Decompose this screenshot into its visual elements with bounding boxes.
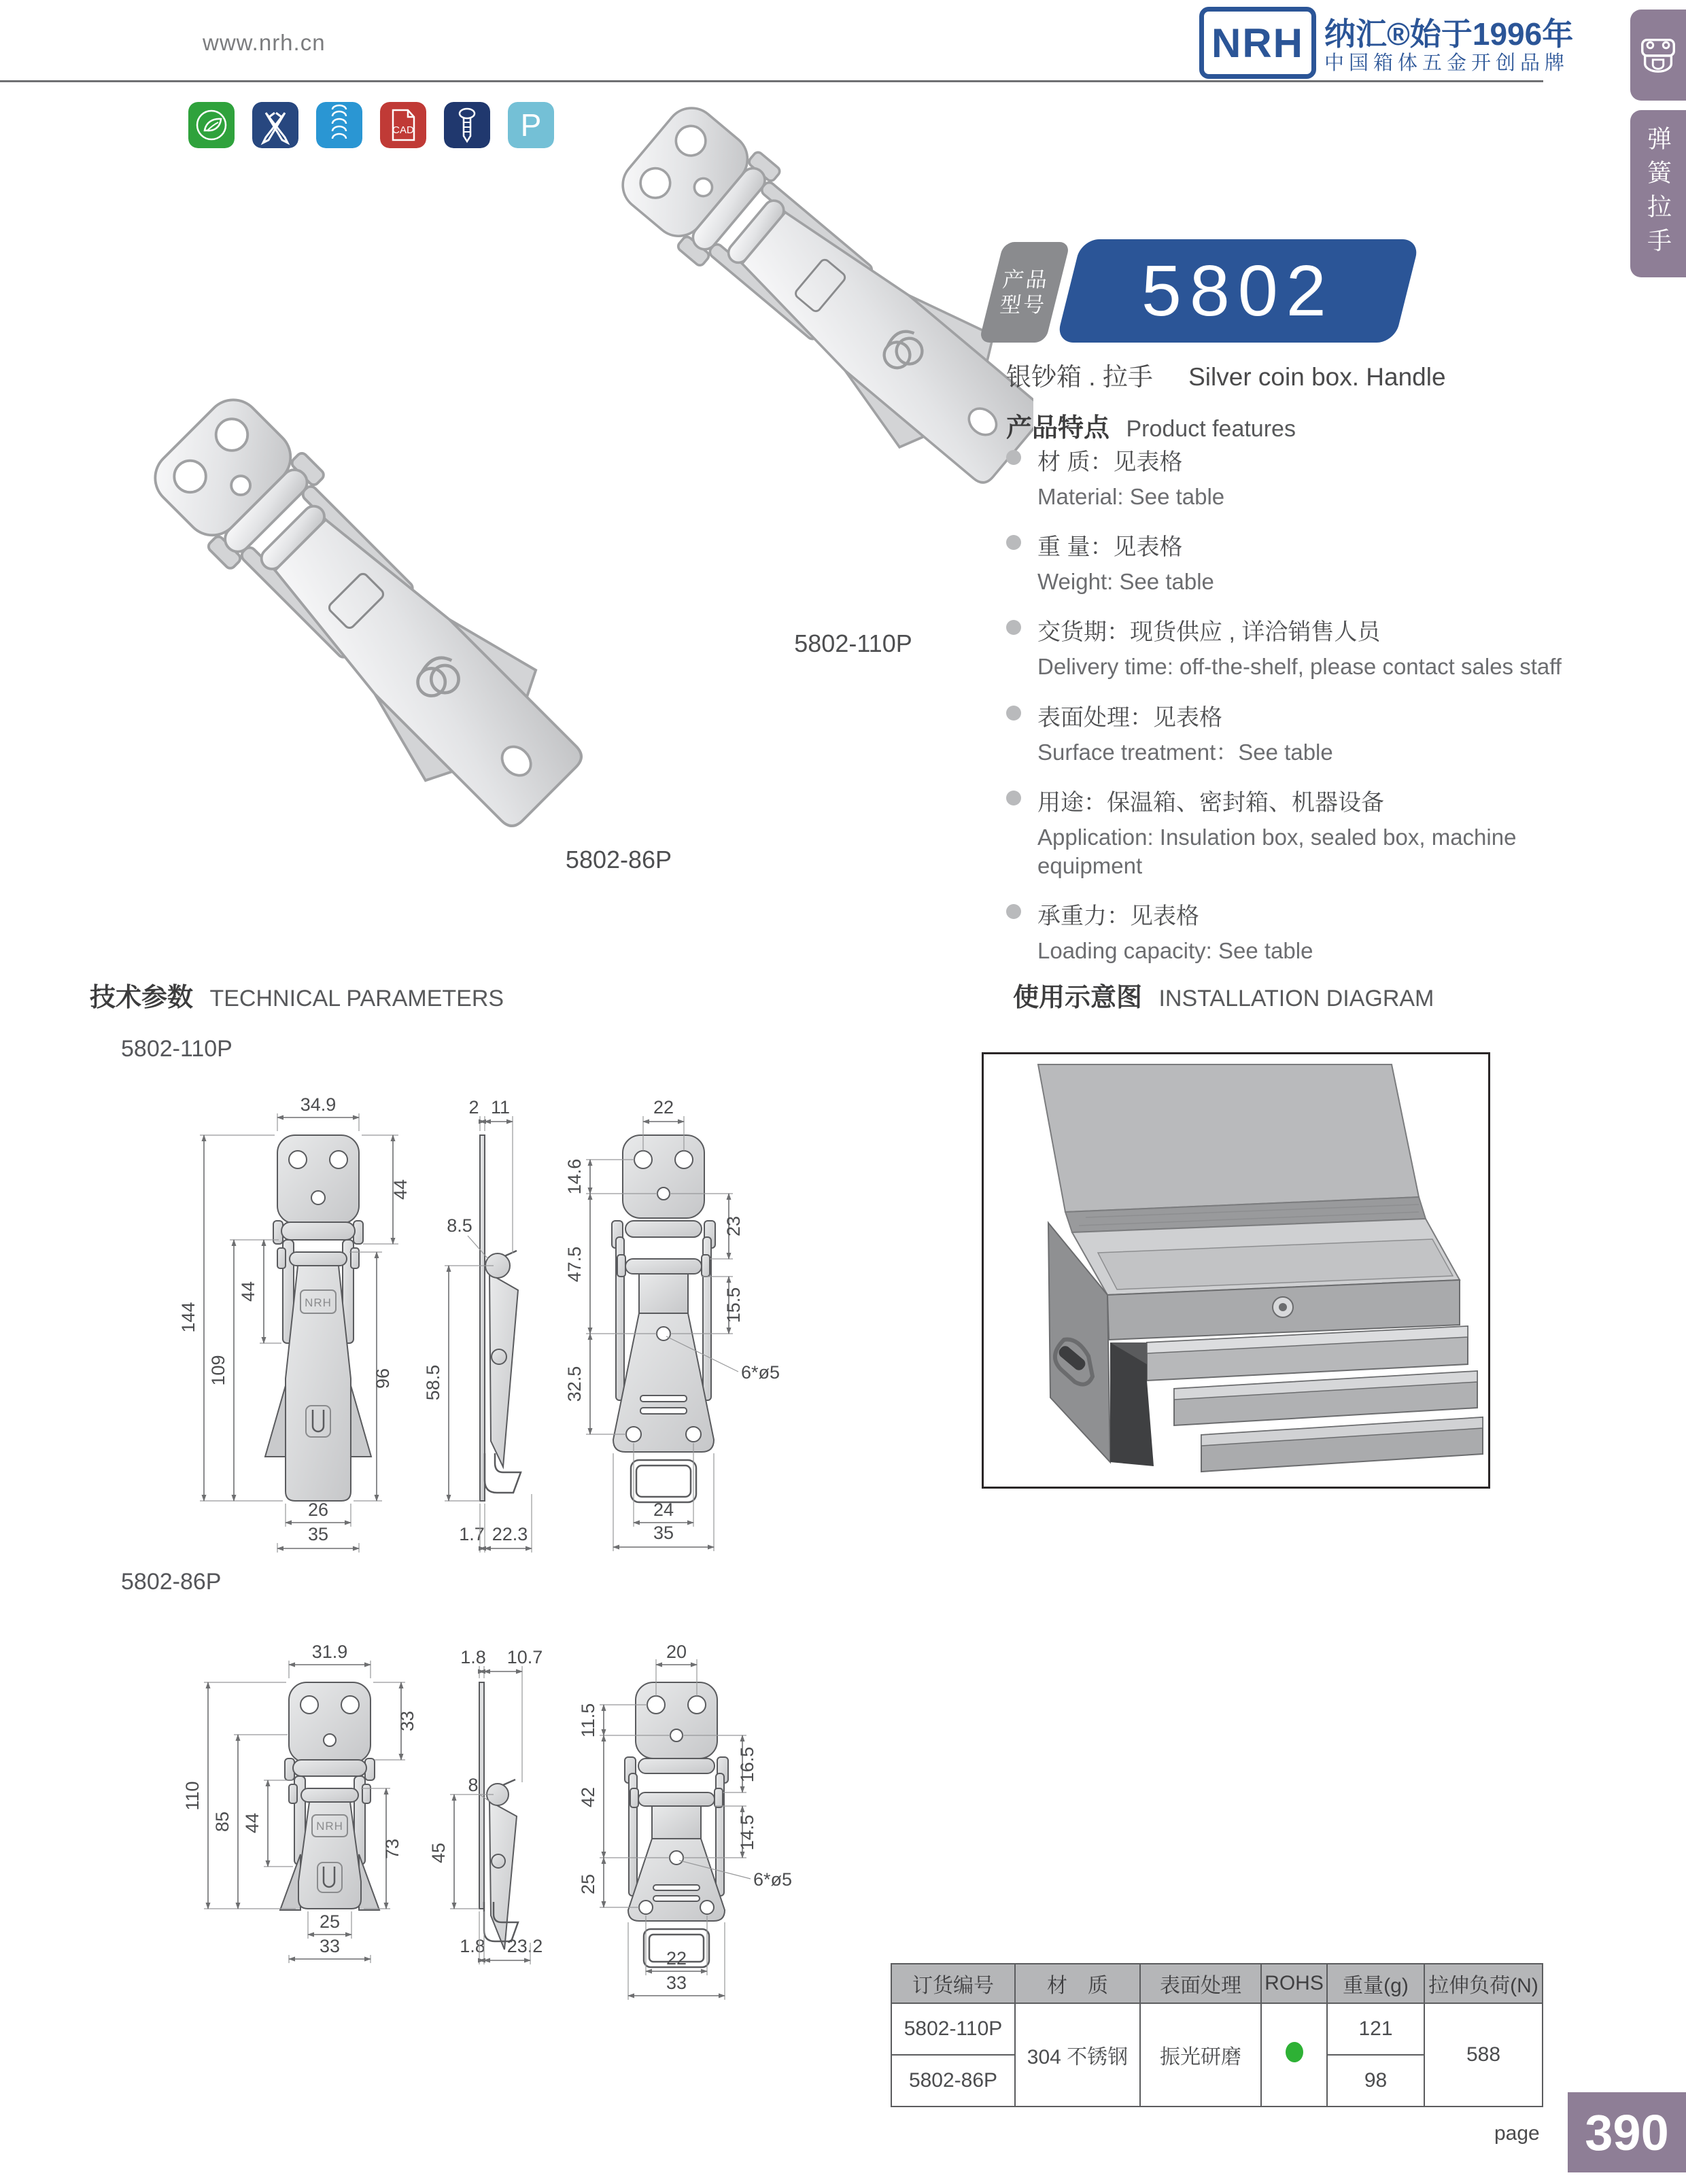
feature-cn: 用途：保温箱、密封箱、机器设备 xyxy=(1037,789,1384,816)
dim-label: 44 xyxy=(390,1179,411,1200)
dim-label: 35 xyxy=(307,1524,329,1544)
dim-label: 47.5 xyxy=(564,1246,585,1283)
dim-label: 33 xyxy=(397,1710,417,1732)
tech-heading-cn: 技术参数 xyxy=(90,984,194,1012)
dim-label: 26 xyxy=(307,1500,329,1520)
feature-item xyxy=(1006,613,1570,681)
dim-label: 35 xyxy=(653,1523,674,1543)
brand-tagline-2: 中国箱体五金开创品牌 xyxy=(1324,52,1570,74)
latch-icon xyxy=(1637,35,1679,75)
cell-surface: 振光研磨 xyxy=(1140,2003,1261,2107)
dim-label: 6*ø5 xyxy=(741,1362,780,1383)
model-number: 5802 xyxy=(1141,250,1335,331)
dim-label: 25 xyxy=(319,1911,341,1932)
dim-label: 32.5 xyxy=(564,1366,585,1402)
nrh-logo-text: NRH xyxy=(1211,20,1304,66)
col-load: 拉伸负荷(N) xyxy=(1424,1964,1543,2003)
features-heading-cn: 产品特点 xyxy=(1006,414,1110,443)
brand-tagline-1: 纳汇®始于1996年 xyxy=(1324,16,1574,52)
dim-label: 109 xyxy=(208,1355,228,1386)
feature-en: Delivery time: off-the-shelf, please contact sales staff xyxy=(1037,654,1562,680)
feature-en: Loading capacity: See table xyxy=(1037,938,1313,964)
installation-photo xyxy=(982,1052,1490,1489)
feature-item xyxy=(1006,897,1570,965)
dim-label: 33 xyxy=(319,1936,341,1956)
sidebar-tab-category[interactable] xyxy=(1630,110,1686,277)
col-surface: 表面处理 xyxy=(1140,1964,1261,2003)
dim-label: 42 xyxy=(578,1786,598,1808)
photo-5802-86P xyxy=(133,378,604,849)
dim-label: 2 xyxy=(468,1097,479,1117)
toolbox-illustration xyxy=(984,1054,1484,1483)
dim-label: 1.8 xyxy=(460,1647,486,1667)
cell-weight: 121 xyxy=(1327,2003,1424,2055)
svg-text:CAD: CAD xyxy=(392,124,414,136)
dim-label: 10.7 xyxy=(506,1647,543,1667)
feature-en: Surface treatment：See table xyxy=(1037,739,1333,765)
view-side-110 xyxy=(423,1097,532,1553)
product-title xyxy=(1006,356,1446,393)
dim-label: 6*ø5 xyxy=(753,1869,793,1890)
dim-label: 96 xyxy=(373,1368,393,1389)
tech-heading xyxy=(90,976,504,1013)
dim-label: 73 xyxy=(382,1838,402,1860)
install-heading xyxy=(1013,976,1434,1013)
view-front-86 xyxy=(182,1642,417,1963)
features-heading-en: Product features xyxy=(1126,416,1296,442)
drawing-5802-86P xyxy=(82,1596,802,2031)
svg-text:P: P xyxy=(520,107,542,143)
dim-label: 20 xyxy=(666,1642,687,1662)
cell-material: 304 不锈钢 xyxy=(1015,2003,1140,2107)
cell-rohs xyxy=(1261,2003,1327,2107)
table-row xyxy=(891,2003,1543,2055)
nrh-logo xyxy=(1199,7,1316,79)
feature-item xyxy=(1006,699,1570,767)
dim-label: 33 xyxy=(666,1973,687,1993)
dim-label: 34.9 xyxy=(300,1094,337,1115)
sidebar-tab-latch[interactable] xyxy=(1630,10,1686,101)
dim-label: 1.8 xyxy=(460,1936,485,1956)
install-heading-cn: 使用示意图 xyxy=(1013,984,1143,1012)
col-rohs: ROHS xyxy=(1261,1964,1327,2003)
view-front-110 xyxy=(178,1094,411,1553)
dim-label: 14.5 xyxy=(737,1814,757,1851)
photo-label-110: 5802-110P xyxy=(794,629,912,657)
dim-label: 22 xyxy=(653,1097,674,1117)
cell-load: 588 xyxy=(1424,2003,1543,2107)
feature-en: Application: Insulation box, sealed box, machine equipment xyxy=(1037,824,1517,879)
badge-line1: 产品 xyxy=(1001,267,1050,292)
feature-en: Material: See table xyxy=(1037,484,1225,509)
feature-item xyxy=(1006,784,1568,880)
dim-label: 24 xyxy=(653,1500,674,1520)
product-title-en: Silver coin box. Handle xyxy=(1188,363,1446,391)
dim-label: 1.7 xyxy=(459,1524,485,1544)
page-number: 390 xyxy=(1585,2104,1669,2161)
header-divider xyxy=(0,80,1543,82)
feature-en: Weight: See table xyxy=(1037,569,1214,595)
drawing-label-86: 5802-86P xyxy=(121,1569,222,1595)
feature-cn: 表面处理：见表格 xyxy=(1037,704,1222,731)
table-header-row xyxy=(891,1964,1543,2003)
dim-label: 44 xyxy=(238,1281,258,1302)
dim-label: 16.5 xyxy=(737,1746,757,1783)
dim-label: 8 xyxy=(468,1775,479,1795)
photo-label-86: 5802-86P xyxy=(565,846,672,873)
spec-table xyxy=(891,1963,1543,2107)
col-order-no: 订货编号 xyxy=(891,1964,1015,2003)
dim-label: 23 xyxy=(723,1215,744,1237)
dim-label: 15.5 xyxy=(723,1287,744,1323)
dim-label: 11.5 xyxy=(578,1703,598,1738)
product-title-cn: 银钞箱 . 拉手 xyxy=(1006,363,1153,391)
page-label: page xyxy=(1494,2122,1540,2145)
feature-cn: 材 质：见表格 xyxy=(1037,449,1183,475)
dim-label: 110 xyxy=(182,1781,203,1811)
dim-label: 14.6 xyxy=(564,1158,585,1195)
features-list xyxy=(1006,443,1570,983)
page-number-box xyxy=(1568,2092,1686,2172)
cell-order-no: 5802-110P xyxy=(891,2003,1015,2055)
install-heading-en: INSTALLATION DIAGRAM xyxy=(1158,986,1434,1011)
spec-table-wrap xyxy=(891,1963,1543,2107)
cell-weight: 98 xyxy=(1327,2055,1424,2107)
col-material: 材 质 xyxy=(1015,1964,1140,2003)
col-weight: 重量(g) xyxy=(1327,1964,1424,2003)
view-back-86 xyxy=(578,1642,792,2000)
dim-label: 144 xyxy=(178,1302,199,1333)
drawing-stamp: NRH xyxy=(316,1820,343,1833)
dim-label: 45 xyxy=(428,1842,449,1864)
feature-item xyxy=(1006,528,1570,596)
photo-5802-110P xyxy=(604,95,1033,506)
model-banner xyxy=(1056,239,1420,343)
dim-label: 11 xyxy=(490,1097,511,1117)
badge-line2: 型号 xyxy=(999,293,1048,317)
rohs-indicator xyxy=(1286,2042,1303,2062)
cell-order-no: 5802-86P xyxy=(891,2055,1015,2107)
feature-cn: 重 量：见表格 xyxy=(1037,534,1183,561)
product-photos xyxy=(95,95,1033,911)
dim-label: 58.5 xyxy=(423,1364,443,1401)
view-side-86 xyxy=(428,1647,543,1964)
view-back-110 xyxy=(564,1097,780,1551)
dim-label: 25 xyxy=(578,1873,598,1895)
feature-cn: 承重力：见表格 xyxy=(1037,903,1199,930)
dim-label: 44 xyxy=(242,1812,262,1834)
dim-label: 23.2 xyxy=(506,1936,543,1956)
dim-label: 8.5 xyxy=(447,1215,472,1236)
dim-label: 22.3 xyxy=(492,1524,528,1544)
dim-label: 31.9 xyxy=(311,1642,348,1662)
site-url: www.nrh.cn xyxy=(203,30,326,55)
drawing-label-110: 5802-110P xyxy=(121,1036,233,1062)
feature-item xyxy=(1006,443,1570,511)
dim-label: 22 xyxy=(666,1948,687,1969)
features-heading xyxy=(1006,406,1296,444)
drawing-stamp: NRH xyxy=(305,1296,332,1309)
dim-label: 85 xyxy=(212,1811,233,1833)
tech-heading-en: TECHNICAL PARAMETERS xyxy=(209,986,504,1011)
category-label: 弹簧拉手 xyxy=(1644,126,1672,262)
drawing-5802-110P xyxy=(82,1086,802,1562)
feature-cn: 交货期：现货供应 , 详洽销售人员 xyxy=(1037,619,1381,646)
